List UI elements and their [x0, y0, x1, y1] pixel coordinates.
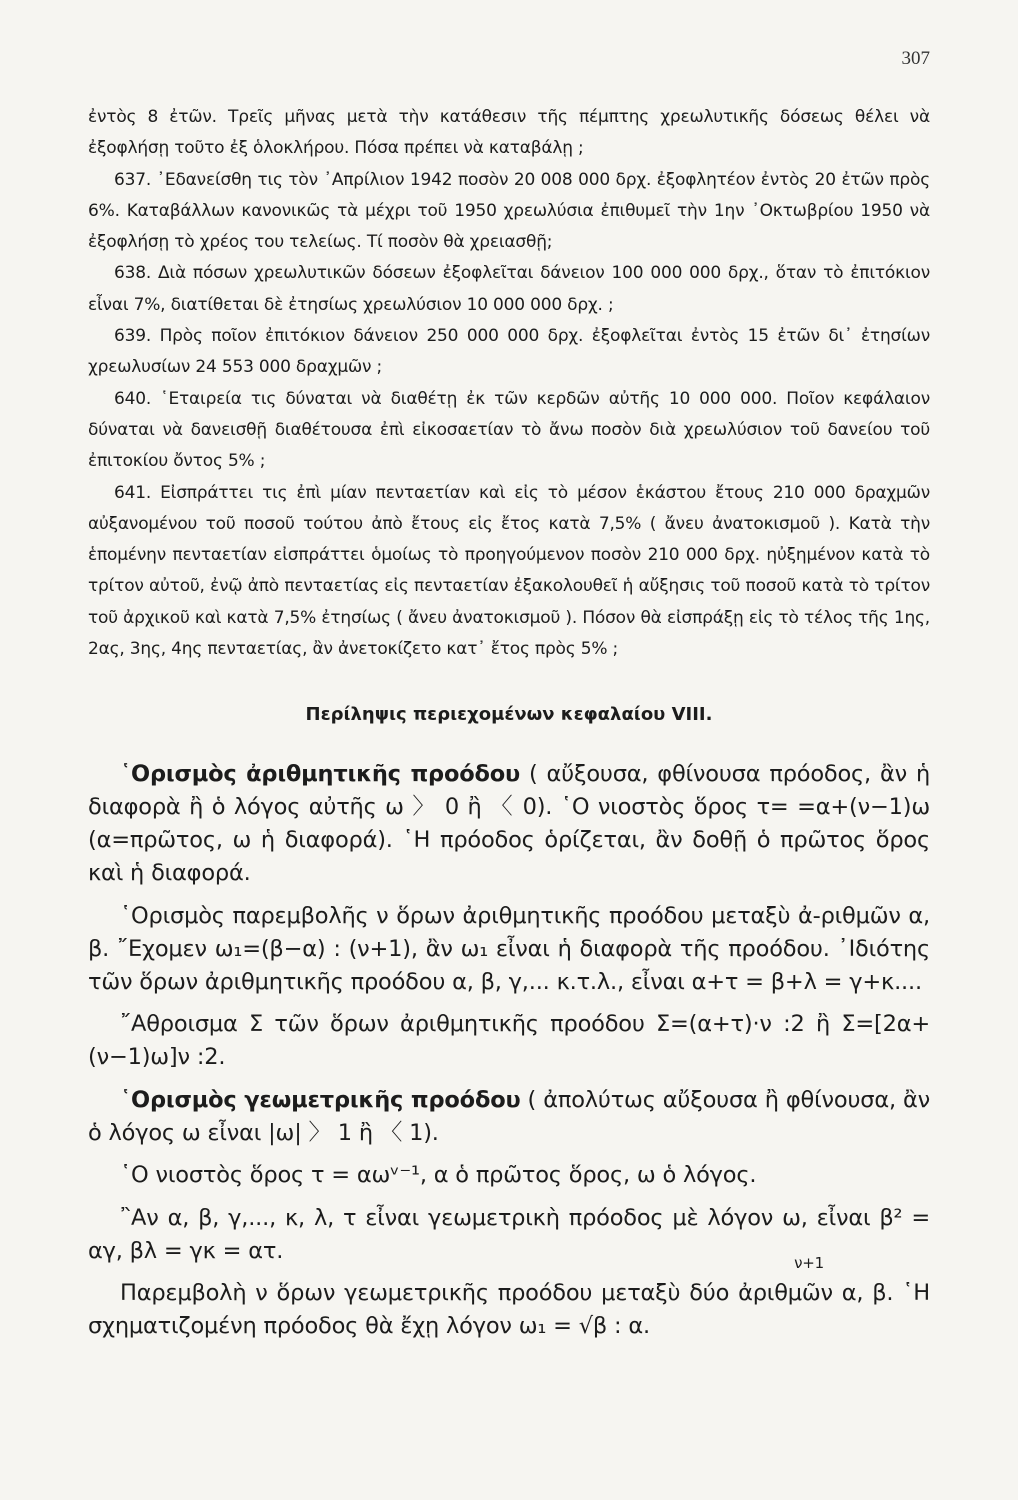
summary-arithmetic-definition: [88, 758, 930, 890]
summary-arithmetic-interpolation: ῾Ορισμὸς παρεμβολῆς ν ὅρων ἀριθμητικῆς προόδου μεταξὺ ἀ-ριθμῶν α, β. ῎Εχομεν ω₁=(β−α) : (ν+1), ἂν ω₁ εἶναι ἡ διαφορὰ τῆς προόδου. ᾿Ιδιότης τῶν ὅρων ἀριθμητικῆς προόδου α, β, γ,... κ.τ.λ., εἶναι α+τ = β+λ = γ+κ....: [88, 902, 930, 995]
exercise-639: 639. Πρὸς ποῖον ἐπιτόκιον δάνειον 250 000 000 δρχ. ἐξοφλεῖται ἐντὸς 15 ἐτῶν δι᾿ ἐτησίων χρεωλυσίων 24 553 000 δραχμῶν ;: [88, 326, 930, 378]
exercise-640: 640. ῾Εταιρεία τις δύναται νὰ διαθέτῃ ἐκ τῶν κερδῶν αὐτῆς 10 000 000. Ποῖον κεφάλαιον δύναται νὰ δανεισθῇ διαθέτουσα ἐπὶ εἰκοσαετίαν τὸ ἄνω ποσὸν διὰ χρεωλύσιον τοῦ δανείου τοῦ ἐπιτοκίου ὄντος 5% ;: [88, 388, 930, 472]
summary-geometric-nth-term: ῾Ο νιοστὸς ὅρος τ = αωᵛ⁻¹, α ὁ πρῶτος ὅρος, ω ὁ λόγος.: [120, 1162, 757, 1188]
geometric-interpolation-text: Παρεμβολὴ ν ὅρων γεωμετρικῆς προόδου μεταξὺ δύο ἀριθμῶν α, β. ῾Η σχηματιζομένη πρόοδος θὰ ἔχῃ λόγον ω₁ = √β : α.: [88, 1280, 930, 1339]
page-number: 307: [901, 48, 930, 69]
summary-arithmetic-sum: ῎Αθροισμα Σ τῶν ὅρων ἀριθμητικῆς προόδου Σ=(α+τ)·ν :2 ἢ Σ=[2α+(ν−1)ω]ν :2.: [88, 1011, 930, 1070]
summary-geometric-property: ῍Αν α, β, γ,..., κ, λ, τ εἶναι γεωμετρικὴ πρόοδος μὲ λόγον ω, εἶναι β² = αγ, βλ = γκ = ατ.: [88, 1204, 930, 1264]
summary-geometric-definition: [88, 1084, 930, 1150]
summary-body: [88, 758, 930, 1353]
term-geometric-progression: ῾Ορισμὸς γεωμετρικῆς προόδου: [120, 1086, 521, 1113]
exercise-638: 638. Διὰ πόσων χρεωλυτικῶν δόσεων ἐξοφλεῖται δάνειον 100 000 000 δρχ., ὅταν τὸ ἐπιτόκιον εἶναι 7%, διατίθεται δὲ ἐτησίως χρεωλύσιον 10 000 000 δρχ. ;: [88, 263, 930, 315]
radical-index: ν+1: [794, 1254, 824, 1272]
geometric-definition-text: ( ἀπολύτως αὔξουσα ἢ φθίνουσα, ἂν ὁ λόγος ω εἶναι |ω| 〉 1 ἢ 〈 1).: [88, 1086, 931, 1146]
term-arithmetic-progression: ῾Ορισμὸς ἀριθμητικῆς προόδου: [120, 761, 520, 787]
exercise-list: [88, 102, 930, 665]
exercise-637: 637. ᾿Εδανείσθη τις τὸν ᾿Απρίλιον 1942 ποσὸν 20 008 000 δρχ. ἐξοφλητέον ἐντὸς 20 ἐτῶν πρὸς 6%. Καταβάλλων κανονικῶς τὰ μέχρι τοῦ 1950 χρεωλύσια ἐπιθυμεῖ τὴν 1ην ᾿Οκτωβρίου 1950 νὰ ἐξοφλήσῃ τὸ χρέος του τελείως. Τί ποσὸν θὰ χρειασθῇ;: [88, 169, 930, 253]
exercise-641: 641. Εἰσπράττει τις ἐπὶ μίαν πενταετίαν καὶ εἰς τὸ μέσον ἑκάστου ἔτους 210 000 δραχμῶν αὐξανομένου τοῦ ποσοῦ τούτου ἀπὸ ἔτους εἰς ἔτος κατὰ 7,5% ( ἄνευ ἀνατοκισμοῦ ). Κατὰ τὴν ἑπομένην πενταετίαν εἰσπράττει ὁμοίως τὸ προηγούμενον ποσὸν 210 000 δρχ. ηὐξημένον κατὰ τὸ τρίτον αὐτοῦ, ἐνῷ ἀπὸ πενταετίας εἰς πενταετίαν ἐξακολουθεῖ ἡ αὔξησις τοῦ ποσοῦ κατὰ τὸ τρίτον τοῦ ἀρχικοῦ καὶ κατὰ 7,5% ἐτησίως ( ἄνευ ἀνατοκισμοῦ ). Πόσον θὰ εἰσπράξῃ εἰς τὸ τέλος τῆς 1ης, 2ας, 3ης, 4ης πενταετίας, ἂν ἀνετοκίζετο κατ᾿ ἔτος πρὸς 5% ;: [88, 482, 930, 660]
summary-geometric-interpolation: [88, 1254, 930, 1343]
arithmetic-definition-text: ( αὔξουσα, φθίνουσα πρόοδος, ἂν ἡ διαφορὰ ἢ ὁ λόγος αὐτῆς ω 〉 0 ἢ 〈 0). ῾Ο νιοστὸς ὅρος τ= =α+(ν−1)ω (α=πρῶτος, ω ἡ διαφορά). ῾Η πρόοδος ὁρίζεται, ἂν δοθῇ ὁ πρῶτος ὅρος καὶ ἡ διαφορά.: [88, 761, 930, 886]
summary-heading: Περίληψις περιεχομένων κεφαλαίου VIII.: [305, 704, 713, 725]
book-page: [88, 40, 930, 1480]
exercise-continuation: ἐντὸς 8 ἐτῶν. Τρεῖς μῆνας μετὰ τὴν κατάθεσιν τῆς πέμπτης χρεωλυτικῆς δόσεως θέλει νὰ ἐξοφλήσῃ τοῦτο ἐξ ὁλοκλήρου. Πόσα πρέπει νὰ καταβάλῃ ;: [88, 107, 930, 159]
